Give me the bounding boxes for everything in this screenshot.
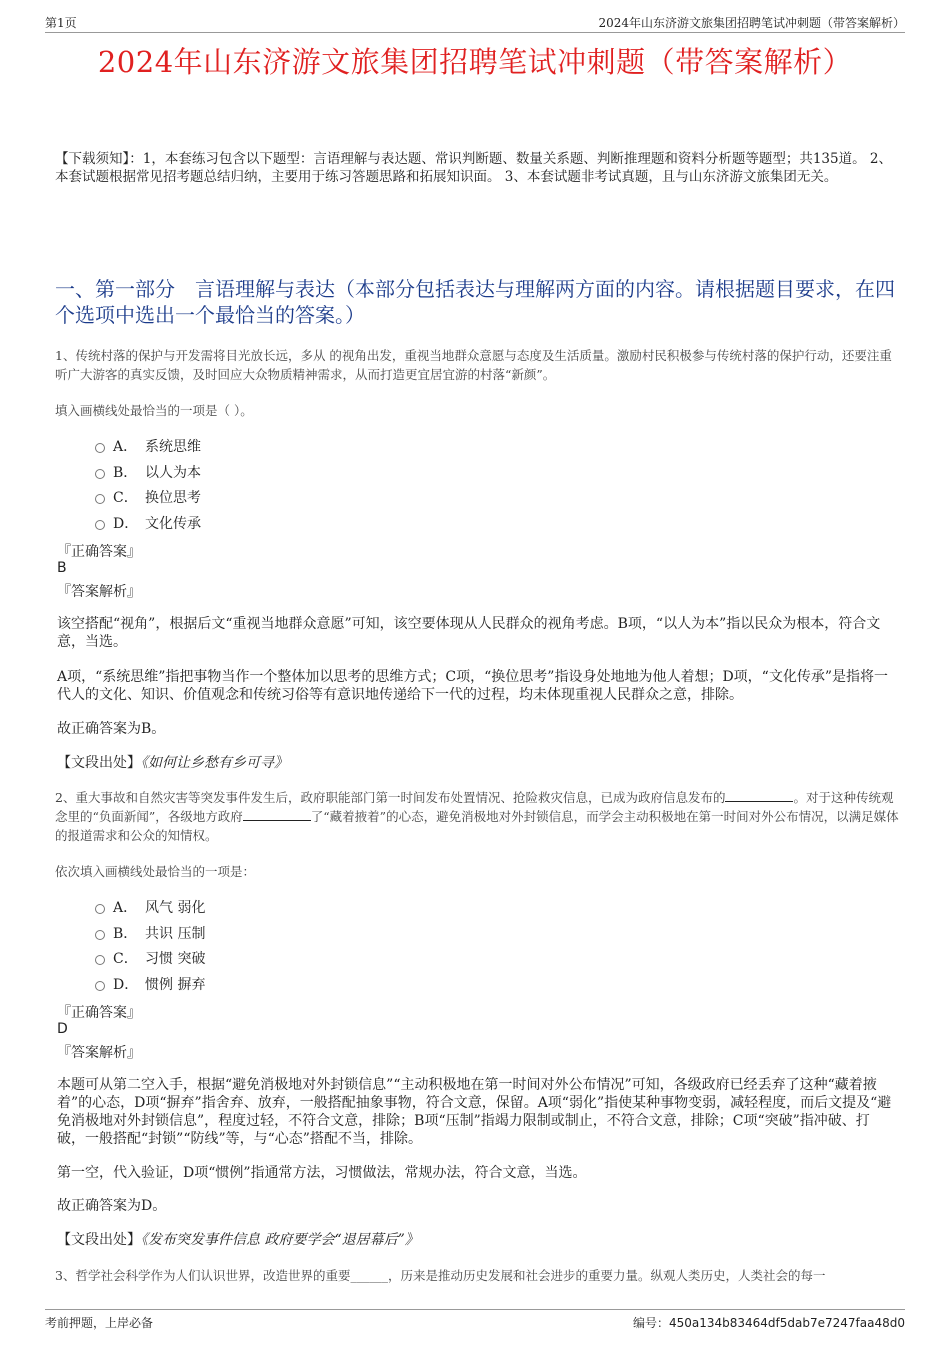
radio-icon[interactable] xyxy=(95,930,105,940)
radio-icon[interactable] xyxy=(95,904,105,914)
question-1-prompt: 填入画横线处最恰当的一项是（ ）。 xyxy=(55,403,253,418)
question-1-conclusion: 故正确答案为B。 xyxy=(57,721,166,737)
radio-icon[interactable] xyxy=(95,443,105,453)
question-1-analysis-1: 该空搭配“视角”，根据后文“重视当地群众意愿”可知，该空要体现从人民群众的视角考虑。B项，“以人为本”指以民众为根本，符合文意，当选。 xyxy=(57,616,881,650)
analysis-label: 『答案解析』 xyxy=(57,584,141,600)
radio-icon[interactable] xyxy=(95,469,105,479)
question-2-analysis-1: 本题可从第二空入手，根据“避免消极地对外封锁信息”“主动积极地在第一时间对外公布情况”可知，各级政府已经丢弃了这种“藏着掖着”的心态，D项“摒弃”指舍弃、放弃，一般搭配抽象事物，符合文意，保留。A项“弱化”指使某种事物变弱，减轻程度，而后文提及“避免消极地对外封锁信息”，程度过轻，不符合文意，排除；B项“压制”指竭力限制或制止，不符合文意，排除；C项“突破”指冲破、打破，一般搭配“封锁”“防线”等，与“心态”搭配不当，排除。 xyxy=(57,1077,892,1147)
radio-icon[interactable] xyxy=(95,520,105,530)
option-b[interactable]: B． 共识 压制 xyxy=(95,920,395,946)
option-b[interactable]: B． 以人为本 xyxy=(95,459,395,485)
radio-icon[interactable] xyxy=(95,955,105,965)
document-title: 2024年山东济游文旅集团招聘笔试冲刺题（带答案解析） xyxy=(97,45,853,79)
download-notice: 【下载须知】：1，本套练习包含以下题型：言语理解与表达题、常识判断题、数量关系题、判断推理题和资料分析题等题型；共135道。 2、本套试题根据常见招考题总结归纳，主要用于练习答题思路和拓展知识面。 3、本套试题非考试真题，且与山东济游文旅集团无关。 xyxy=(55,151,892,185)
option-d[interactable]: D． 文化传承 xyxy=(95,510,395,536)
option-d[interactable]: D． 惯例 摒弃 xyxy=(95,971,395,997)
section-heading: 一、第一部分 言语理解与表达（本部分包括表达与理解两方面的内容。请根据题目要求，在四个选项中选出一个最恰当的答案。） xyxy=(55,277,895,327)
question-2-source: 【文段出处】《发布突发事件信息 政府要学会“退居幕后”》 xyxy=(57,1232,419,1248)
question-2-analysis-2: 第一空，代入验证，D项“惯例”指通常方法，习惯做法，常规办法，符合文意，当选。 xyxy=(57,1165,587,1181)
question-2-answer: D xyxy=(57,1021,68,1037)
question-1-text: 1、传统村落的保护与开发需将目光放长远，多从 的视角出发，重视当地群众意愿与态度及生活质量。激励村民积极参与传统村落的保护行动，还要注重听广大游客的真实反馈，及时回应大众物质精神需求，从而打造更宜居宜游的村落“新颜”。 xyxy=(55,348,892,382)
question-2-text: 2、重大事故和自然灾害等突发事件发生后，政府职能部门第一时间发布处置情况、抢险救灾信息，已成为政府信息发布的 。对于这种传统观念里的“负面新闻”，各级地方政府 了“藏着掖着”的心态，避免消极地对外封锁信息，而学会主动积极地在第一时间对外公布情况，以满足媒体的报道需求和公众的知情权。 xyxy=(55,790,899,843)
header-doc-title: 2024年山东济游文旅集团招聘笔试冲刺题（带答案解析） xyxy=(598,16,905,30)
correct-answer-label: 『正确答案』 xyxy=(57,1005,141,1021)
correct-answer-label: 『正确答案』 xyxy=(57,544,141,560)
blank-line xyxy=(243,809,311,821)
question-1-answer: B xyxy=(57,560,67,576)
footer-divider xyxy=(45,1309,905,1310)
option-a[interactable]: A． 系统思维 xyxy=(95,433,395,459)
question-1-source: 【文段出处】《如何让乡愁有乡可寻》 xyxy=(57,755,288,771)
radio-icon[interactable] xyxy=(95,494,105,504)
question-1-analysis-2: A项，“系统思维”指把事物当作一个整体加以思考的思维方式；C项，“换位思考”指设身处地地为他人着想；D项，“文化传承”是指将一代人的文化、知识、价值观念和传统习俗等有意识地传递给下一代的过程，均未体现重视人民群众之意，排除。 xyxy=(57,669,888,703)
option-c[interactable]: C． 习惯 突破 xyxy=(95,945,395,971)
question-3-text: 3、哲学社会科学作为人们认识世界，改造世界的重要______，历来是推动历史发展和社会进步的重要力量。纵观人类历史，人类社会的每一 xyxy=(55,1268,826,1283)
question-1-options xyxy=(95,433,395,536)
radio-icon[interactable] xyxy=(95,981,105,991)
question-2-prompt: 依次填入画横线处最恰当的一项是： xyxy=(55,864,256,879)
question-2-options xyxy=(95,894,395,997)
page-header xyxy=(45,12,905,33)
footer-code: 编号：450a134b83464df5dab7e7247faa48d0 xyxy=(632,1316,905,1330)
option-a[interactable]: A． 风气 弱化 xyxy=(95,894,395,920)
page-number: 第1页 xyxy=(45,16,77,30)
footer-slogan: 考前押题，上岸必备 xyxy=(45,1316,154,1330)
question-2-conclusion: 故正确答案为D。 xyxy=(57,1198,167,1214)
blank-line xyxy=(725,790,793,802)
analysis-label: 『答案解析』 xyxy=(57,1045,141,1061)
option-c[interactable]: C． 换位思考 xyxy=(95,484,395,510)
